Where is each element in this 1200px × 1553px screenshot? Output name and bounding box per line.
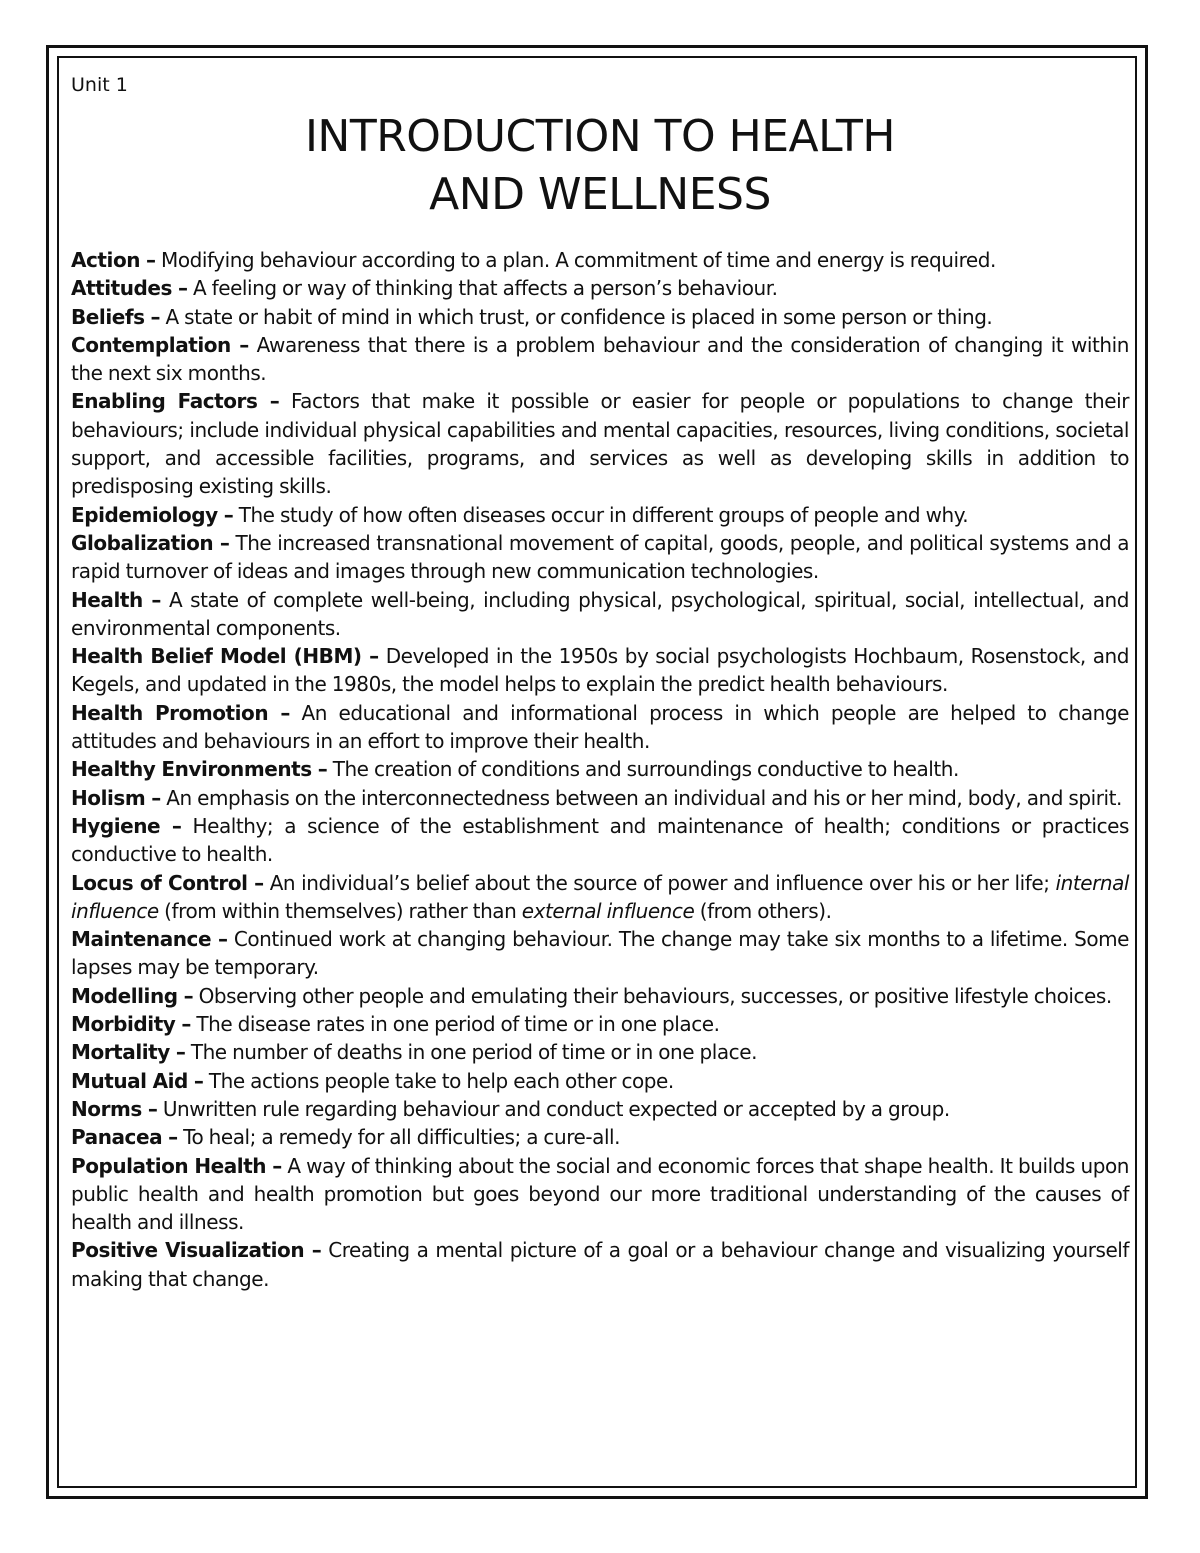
glossary-term: Morbidity – bbox=[71, 1012, 191, 1037]
glossary-term: Norms – bbox=[71, 1096, 158, 1121]
glossary-entry-health bbox=[71, 586, 1129, 643]
glossary-definition: Continued work at changing behaviour. The change may take six months to a lifetime. Some lapses may be temporary. bbox=[71, 927, 1129, 980]
glossary-term: Locus of Control – bbox=[71, 870, 264, 895]
glossary-entry-positive-visualization bbox=[71, 1236, 1129, 1293]
glossary-term: Enabling Factors – bbox=[71, 389, 280, 414]
glossary-term: Beliefs – bbox=[71, 304, 161, 329]
glossary-entry-modelling bbox=[71, 982, 1129, 1010]
glossary-entry-locus-of-control bbox=[71, 869, 1129, 926]
glossary-entry-action bbox=[71, 246, 1129, 274]
glossary-entry-contemplation bbox=[71, 331, 1129, 388]
glossary-entry-globalization bbox=[71, 529, 1129, 586]
glossary-term: Panacea – bbox=[71, 1125, 178, 1150]
glossary-definition: Factors that make it possible or easier for people or populations to change their behaviours; include individual physical capabilities and mental capacities, resources, living conditions, societal support, and accessible facilities, programs, and services as well as developing skills in addition to predisposing existing skills. bbox=[71, 389, 1129, 499]
glossary-definition: A feeling or way of thinking that affects a person’s behaviour. bbox=[192, 276, 778, 301]
glossary-term: Healthy Environments – bbox=[71, 757, 328, 782]
glossary-entry-beliefs bbox=[71, 303, 1129, 331]
glossary-entry-mutual-aid bbox=[71, 1067, 1129, 1095]
definition-text: (from others). bbox=[699, 898, 832, 923]
glossary-definition: Healthy; a science of the establishment and maintenance of health; conditions or practices conductive to health. bbox=[71, 813, 1129, 867]
definition-italic-text: external influence bbox=[521, 898, 695, 923]
glossary-definition: The number of deaths in one period of time or in one place. bbox=[190, 1040, 757, 1065]
glossary-definition: The study of how often diseases occur in different groups of people and why. bbox=[238, 502, 969, 527]
glossary-term: Mutual Aid – bbox=[71, 1068, 204, 1093]
glossary-term: Epidemiology – bbox=[71, 502, 234, 527]
page-title-line-2: AND WELLNESS bbox=[429, 169, 771, 220]
glossary-entry-hygiene bbox=[71, 812, 1129, 869]
glossary-list bbox=[71, 246, 1129, 1293]
glossary-term: Health – bbox=[71, 587, 161, 612]
glossary-term: Maintenance – bbox=[71, 927, 228, 952]
glossary-term: Action – bbox=[71, 248, 156, 272]
glossary-entry-population-health bbox=[71, 1152, 1129, 1237]
glossary-entry-norms bbox=[71, 1095, 1129, 1123]
glossary-definition: The increased transnational movement of capital, goods, people, and political systems and a rapid turnover of ideas and images through new communication technologies. bbox=[71, 530, 1130, 584]
glossary-term: Positive Visualization – bbox=[71, 1238, 322, 1263]
glossary-entry-epidemiology bbox=[71, 501, 1129, 529]
glossary-definition: An emphasis on the interconnectedness between an individual and his or her mind, body, and spirit. bbox=[166, 785, 1122, 810]
unit-label: Unit 1 bbox=[71, 74, 128, 96]
glossary-entry-maintenance bbox=[71, 925, 1129, 982]
definition-text: (from within themselves) rather than bbox=[164, 898, 517, 923]
glossary-definition: Developed in the 1950s by social psychologists Hochbaum, Rosenstock, and Kegels, and updated in the 1980s, the model helps to explain the predict health behaviours. bbox=[71, 644, 1129, 697]
glossary-definition: Unwritten rule regarding behaviour and conduct expected or accepted by a group. bbox=[162, 1096, 950, 1121]
glossary-term: Attitudes – bbox=[71, 276, 188, 301]
glossary-entry-health-belief-model bbox=[71, 642, 1129, 699]
glossary-definition: A state of complete well-being, including physical, psychological, spiritual, social, intellectual, and environmental components. bbox=[71, 587, 1129, 640]
glossary-term: Modelling – bbox=[71, 983, 194, 1008]
definition-text: An individual’s belief about the source of power and influence over his or her life; bbox=[269, 870, 1050, 895]
glossary-definition: Awareness that there is a problem behaviour and the consideration of changing it within the next six months. bbox=[71, 332, 1129, 386]
glossary-definition: The actions people take to help each other cope. bbox=[208, 1068, 674, 1093]
glossary-definition: Modifying behaviour according to a plan. A commitment of time and energy is required. bbox=[161, 248, 996, 272]
document-content bbox=[71, 70, 1129, 1293]
glossary-term: Globalization – bbox=[71, 530, 230, 555]
glossary-definition: The creation of conditions and surroundings conductive to health. bbox=[332, 757, 959, 782]
glossary-definition: To heal; a remedy for all difficulties; a cure-all. bbox=[183, 1125, 621, 1150]
glossary-entry-panacea bbox=[71, 1123, 1129, 1151]
definition-italic-text: internal influence bbox=[71, 870, 1129, 923]
glossary-term: Hygiene – bbox=[71, 813, 182, 838]
glossary-term: Health Promotion – bbox=[71, 700, 290, 725]
glossary-term: Health Belief Model (HBM) – bbox=[71, 644, 379, 669]
glossary-definition: Creating a mental picture of a goal or a behaviour change and visualizing yourself making that change. bbox=[71, 1238, 1129, 1291]
glossary-term: Contemplation – bbox=[71, 332, 249, 357]
glossary-term: Population Health – bbox=[71, 1153, 282, 1178]
glossary-definition: A state or habit of mind in which trust, or confidence is placed in some person or thing. bbox=[165, 304, 993, 329]
glossary-definition: Observing other people and emulating their behaviours, successes, or positive lifestyle choices. bbox=[198, 983, 1112, 1008]
glossary-definition: An educational and informational process in which people are helped to change attitudes and behaviours in an effort to improve their health. bbox=[71, 700, 1129, 754]
page-title-line-1: INTRODUCTION TO HEALTH bbox=[304, 111, 896, 162]
glossary-definition: A way of thinking about the social and economic forces that shape health. It builds upon public health and health promotion but goes beyond our more traditional understanding of the causes of health and illness. bbox=[71, 1153, 1129, 1235]
glossary-entry-enabling-factors bbox=[71, 387, 1129, 500]
glossary-entry-holism bbox=[71, 784, 1129, 812]
glossary-definition: The disease rates in one period of time or in one place. bbox=[196, 1012, 720, 1037]
page-title bbox=[71, 108, 1129, 224]
glossary-entry-attitudes bbox=[71, 274, 1129, 302]
glossary-entry-health-promotion bbox=[71, 699, 1129, 756]
glossary-entry-healthy-environments bbox=[71, 755, 1129, 783]
glossary-entry-mortality bbox=[71, 1038, 1129, 1066]
glossary-term: Mortality – bbox=[71, 1040, 186, 1065]
glossary-term: Holism – bbox=[71, 785, 161, 810]
glossary-entry-morbidity bbox=[71, 1010, 1129, 1038]
